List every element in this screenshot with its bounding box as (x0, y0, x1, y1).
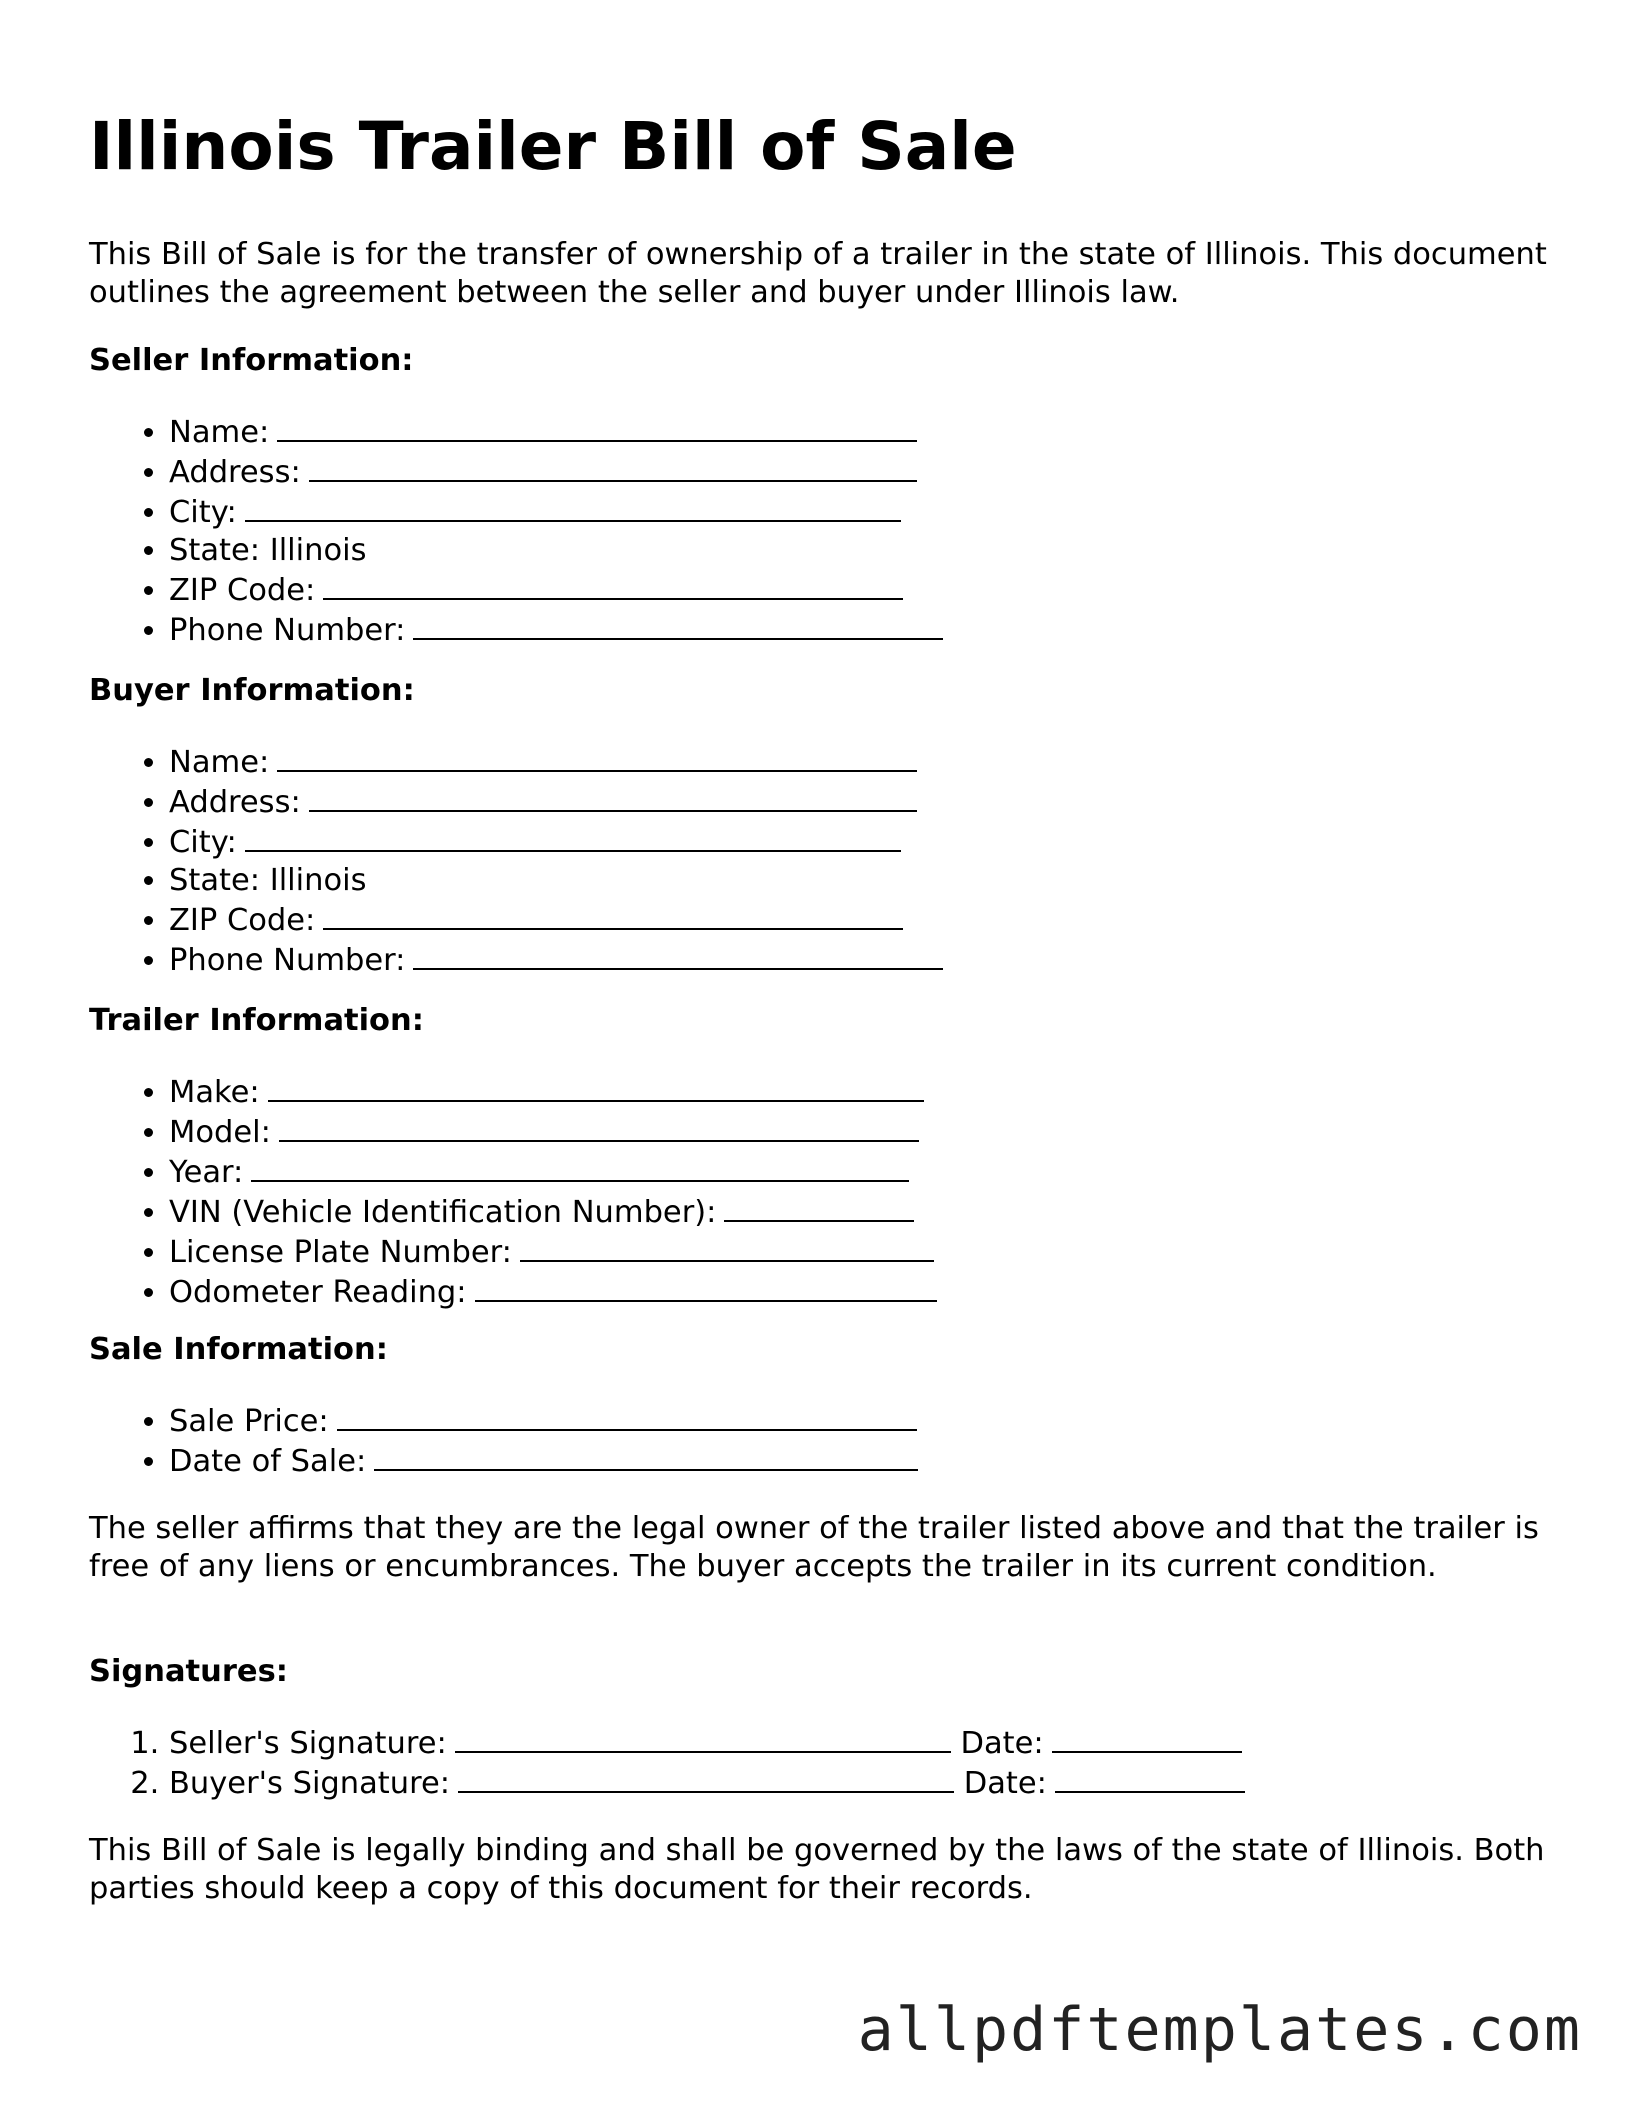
seller-date-line[interactable] (1052, 1723, 1242, 1753)
buyer-address-line[interactable] (309, 782, 917, 812)
buyer-city-item: • City: (169, 822, 943, 862)
sale-date-item: • Date of Sale: (169, 1441, 918, 1481)
seller-name-line[interactable] (277, 412, 917, 442)
trailer-plate-item: • License Plate Number: (169, 1232, 937, 1272)
seller-address-line[interactable] (309, 452, 917, 482)
buyer-name-line[interactable] (277, 742, 917, 772)
sale-date-line[interactable] (374, 1441, 918, 1471)
seller-zip-line[interactable] (323, 570, 903, 600)
buyer-heading: Buyer Information: (89, 673, 415, 708)
trailer-heading: Trailer Information: (89, 1003, 424, 1038)
trailer-plate-line[interactable] (520, 1232, 934, 1262)
trailer-vin-line[interactable] (724, 1192, 914, 1222)
seller-signature-item: 1. Seller's Signature: Date: (169, 1723, 1245, 1763)
signatures-heading: Signatures: (89, 1654, 288, 1689)
trailer-year-item: • Year: (169, 1152, 937, 1192)
watermark-text: allpdftemplates.com (857, 1995, 1582, 2065)
buyer-list (89, 742, 943, 980)
signatures-list (89, 1723, 1245, 1803)
buyer-zip-item: • ZIP Code: (169, 900, 943, 940)
seller-address-item: • Address: (169, 452, 943, 492)
seller-phone-item: • Phone Number: (169, 610, 943, 650)
seller-city-item: • City: (169, 492, 943, 532)
affirmation-paragraph: The seller affirms that they are the legal owner of the trailer listed above and that the trailer is free of any liens or encumbrances. The buyer accepts the trailer in its current condition. (89, 1511, 1539, 1584)
buyer-zip-line[interactable] (323, 900, 903, 930)
closing-paragraph: This Bill of Sale is legally binding and shall be governed by the laws of the state of Illinois. Both parties should keep a copy of this document for their records. (89, 1833, 1545, 1906)
seller-phone-line[interactable] (413, 610, 943, 640)
seller-list (89, 412, 943, 650)
trailer-odometer-line[interactable] (475, 1272, 937, 1302)
trailer-vin-item: • VIN (Vehicle Identification Number): (169, 1192, 937, 1232)
sale-list (89, 1401, 918, 1481)
seller-heading: Seller Information: (89, 343, 414, 378)
seller-state-item: • State: Illinois (169, 532, 943, 570)
buyer-date-line[interactable] (1055, 1763, 1245, 1793)
buyer-signature-item: 2. Buyer's Signature: Date: (169, 1763, 1245, 1803)
sale-price-item: • Sale Price: (169, 1401, 918, 1441)
trailer-model-item: • Model: (169, 1112, 937, 1152)
buyer-name-item: • Name: (169, 742, 943, 782)
sale-price-line[interactable] (337, 1401, 917, 1431)
buyer-state-item: • State: Illinois (169, 862, 943, 900)
buyer-phone-line[interactable] (413, 940, 943, 970)
document-title: Illinois Trailer Bill of Sale (89, 108, 1017, 185)
trailer-list (89, 1072, 937, 1312)
seller-zip-item: • ZIP Code: (169, 570, 943, 610)
trailer-make-line[interactable] (268, 1072, 924, 1102)
trailer-year-line[interactable] (251, 1152, 909, 1182)
trailer-make-item: • Make: (169, 1072, 937, 1112)
trailer-model-line[interactable] (279, 1112, 919, 1142)
seller-signature-line[interactable] (455, 1723, 951, 1753)
buyer-city-line[interactable] (245, 822, 901, 852)
seller-city-line[interactable] (245, 492, 901, 522)
trailer-odometer-item: • Odometer Reading: (169, 1272, 937, 1312)
buyer-phone-item: • Phone Number: (169, 940, 943, 980)
buyer-address-item: • Address: (169, 782, 943, 822)
intro-paragraph: This Bill of Sale is for the transfer of ownership of a trailer in the state of Illinois. This document outlines the agreement between the seller and buyer under Illinois law. (89, 237, 1547, 310)
seller-name-item: • Name: (169, 412, 943, 452)
sale-heading: Sale Information: (89, 1332, 388, 1367)
buyer-signature-line[interactable] (458, 1763, 954, 1793)
